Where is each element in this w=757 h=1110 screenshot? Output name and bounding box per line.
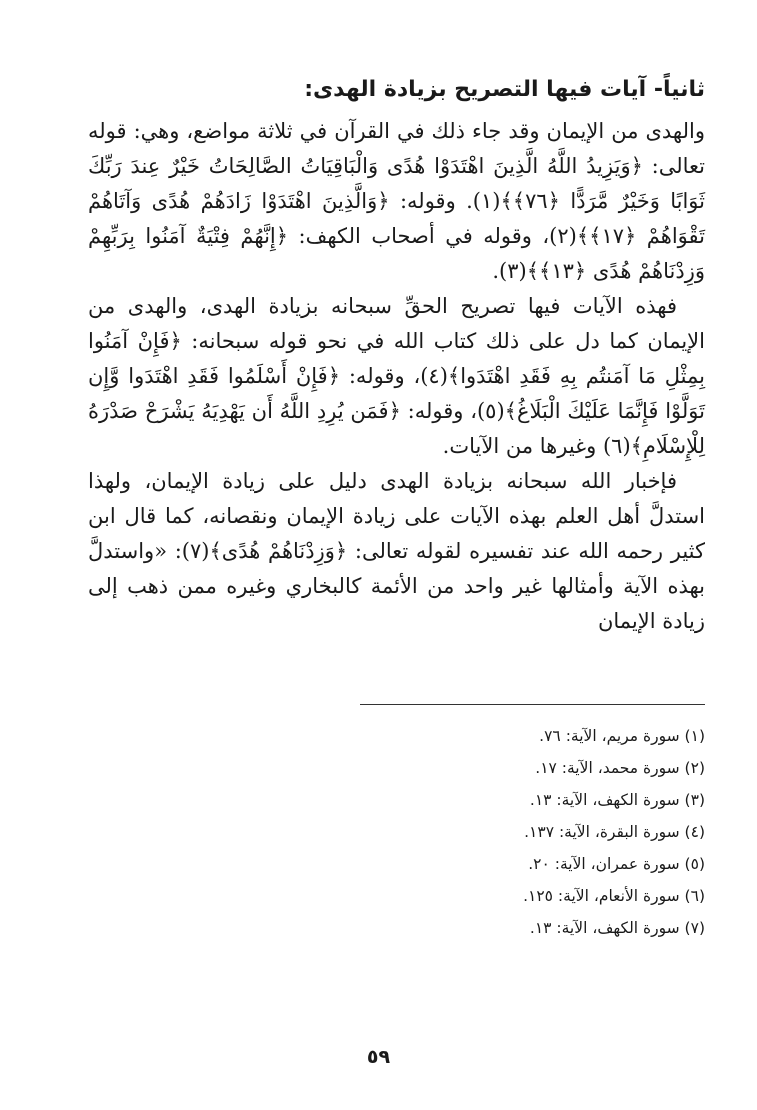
footnote-1: (١) سورة مريم، الآية: ٧٦. <box>539 727 705 745</box>
footnote-2: (٢) سورة محمد، الآية: ١٧. <box>535 759 705 777</box>
paragraph-2: فهذه الآيات فيها تصريح الحقِّ سبحانه بزيادة الهدى، والهدى من الإيمان كما دل على ذلك كتاب الله في نحو قوله سبحانه: ﴿فَإِنْ آمَنُوا بِمِثْلِ مَا آمَنتُم بِهِ فَقَدِ اهْتَدَوا﴾(٤)، وقوله: ﴿فَإِنْ أَسْلَمُوا فَقَدِ اهْتَدَوا وَّإِن تَوَلَّوْا فَإِنَّمَا عَلَيْكَ الْبَلَاغُ﴾(٥)، وقوله: ﴿فَمَن يُرِدِ اللَّهُ أَن يَهْدِيَهُ يَشْرَحْ صَدْرَهُ لِلْإِسْلَامِ﴾(٦) وغيرها من الآيات. <box>88 294 705 458</box>
footnote-4: (٤) سورة البقرة، الآية: ١٣٧. <box>524 823 705 841</box>
footnote-separator <box>360 704 705 705</box>
footnotes-list <box>305 724 705 948</box>
page-number: ٥٩ <box>366 1046 391 1068</box>
footnote-6: (٦) سورة الأنعام، الآية: ١٢٥. <box>523 887 705 905</box>
footnote-3: (٣) سورة الكهف، الآية: ١٣. <box>529 791 705 809</box>
paragraph-1: والهدى من الإيمان وقد جاء ذلك في القرآن في ثلاثة مواضع، وهي: قوله تعالى: ﴿وَيَزِيدُ اللَّهُ الَّذِينَ اهْتَدَوْا هُدًى وَالْبَاقِيَاتُ الصَّالِحَاتُ خَيْرٌ عِندَ رَبِّكَ ثَوَابًا وَخَيْرٌ مَّرَدًّا ﴿٧٦﴾﴾(١). وقوله: ﴿وَالَّذِينَ اهْتَدَوْا زَادَهُمْ هُدًى وَآتَاهُمْ تَقْوَاهُمْ ﴿١٧﴾﴾(٢)، وقوله في أصحاب الكهف: ﴿إِنَّهُمْ فِتْيَةٌ آمَنُوا بِرَبِّهِمْ وَزِدْنَاهُمْ هُدًى ﴿١٣﴾﴾(٣). <box>88 119 706 283</box>
section-heading: ثانياً- آيات فيها التصريح بزيادة الهدى: <box>304 77 705 102</box>
paragraph-3: فإخبار الله سبحانه بزيادة الهدى دليل على زيادة الإيمان، ولهذا استدلَّ أهل العلم بهذه الآيات على زيادة الإيمان ونقصانه، كما قال ابن كثير رحمه الله عند تفسيره لقوله تعالى: ﴿وَزِدْنَاهُمْ هُدًى﴾(٧): «واستدلَّ بهذه الآية وأمثالها غير واحد من الأئمة كالبخاري وغيره ممن ذهب إلى زيادة الإيمان <box>88 469 705 633</box>
main-text <box>88 72 705 639</box>
footnote-5: (٥) سورة عمران، الآية: ٢٠. <box>528 855 705 873</box>
footnote-7: (٧) سورة الكهف، الآية: ١٣. <box>529 919 705 937</box>
